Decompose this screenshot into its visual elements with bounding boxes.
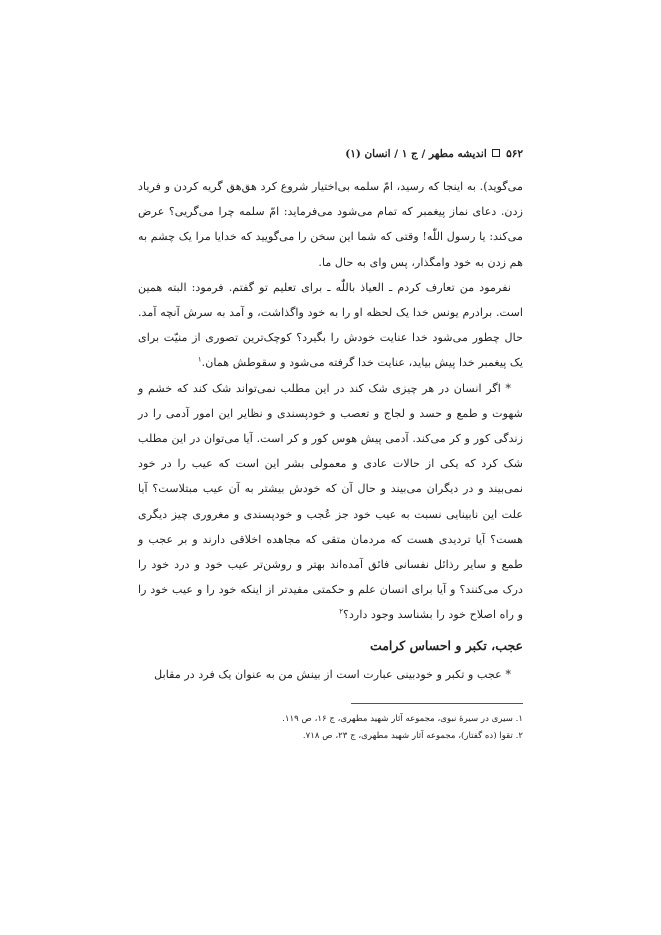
running-header bbox=[138, 148, 523, 160]
paragraph-3: * اگر انسان در هر چیزی شک کند در این مطلب نمی‌تواند شک کند که خشم و شهوت و طمع و حسد و لجاج و تعصب و خودپسندی و نظایر این امور آدمی را در زندگی کور و کر می‌کند. آدمی پیش هوس کور و کر است. آیا می‌توان در این مطلب شک کرد که یکی از حالات عادی و معمولی بشر این است که عیب را در خود نمی‌بیند و در دیگران می‌بیند و حال آن که خودش بیشتر به آن عیب مبتلاست؟ آیا علت این نابینایی نسبت به عیب خود جز عُجب و خودپسندی و مغروری چیز دیگری هست؟ آیا تردیدی هست که مردمان متقی که مجاهده اخلاقی دارند و بر عجب و طمع و سایر رذائل نفسانی فائق آمده‌اند بهتر و روشن‌تر عیب خود و درد خود را درک می‌کنند؟ و آیا برای انسان علم و حکمتی مفیدتر از اینکه خود را و عیب خود را و راه اصلاح خود را بشناسد وجود دارد؟$^۲$ bbox=[138, 381, 523, 622]
footnote-2: ۲. تقوا (ده گفتار)، مجموعه آثار شهید مطهری، ج ۲۳، ص ۷۱۸. bbox=[302, 731, 523, 741]
running-title: اندیشه مطهر / ج ۱ / انسان (۱) bbox=[345, 148, 487, 160]
body-text bbox=[138, 174, 523, 687]
page-number: ۵۶۲ bbox=[506, 148, 523, 160]
footnotes bbox=[138, 711, 523, 745]
footnote-ref-2: ۲ bbox=[339, 607, 344, 616]
paragraph-2: نفرمود من تعارف کردم ـ العیاذ باللّٰه ـ برای تعلیم تو گفتم. فرمود: البته همین است. برادرم یونس خدا یک لحظه او را به خود واگذاشت، و آمد به سرش آنچه آمد. حال چطور می‌شود خدا عنایت خودش را بگیرد؟ کوچک‌ترین تصوری از منیّت برای یک پیغمبر خدا پیش بیاید، عنایت خدا گرفته می‌شود و سقوطش همان.$^۱$ bbox=[138, 280, 523, 370]
footnote-divider bbox=[351, 703, 523, 704]
square-ornament-icon bbox=[492, 149, 500, 157]
footnote-ref-1: ۱ bbox=[197, 355, 202, 364]
footnote-1: ۱. سیری در سیرهٔ نبوی، مجموعه آثار شهید مطهری، ج ۱۶، ص ۱۱۹. bbox=[282, 714, 523, 724]
section-heading: عجب، تکبر و احساس کرامت bbox=[369, 637, 523, 653]
paragraph-1: می‌گوید). به اینجا که رسید، امّ سلمه بی‌اختیار شروع کرد هق‌هق گریه کردن و فریاد زدن. دعای نماز پیغمبر که تمام می‌شود می‌فرماید: امّ سلمه چرا می‌گریی؟ عرض می‌کند: یا رسول اللّٰه! وقتی که شما این سخن را می‌گویید که خدایا مرا یک چشم به هم زدن به خود وامگذار، پس وای به حال ما. bbox=[138, 180, 523, 269]
paragraph-4: * عجب و تکبر و خودبینی عبارت است از بینش من به عنوان یک فرد در مقابل bbox=[154, 667, 511, 681]
